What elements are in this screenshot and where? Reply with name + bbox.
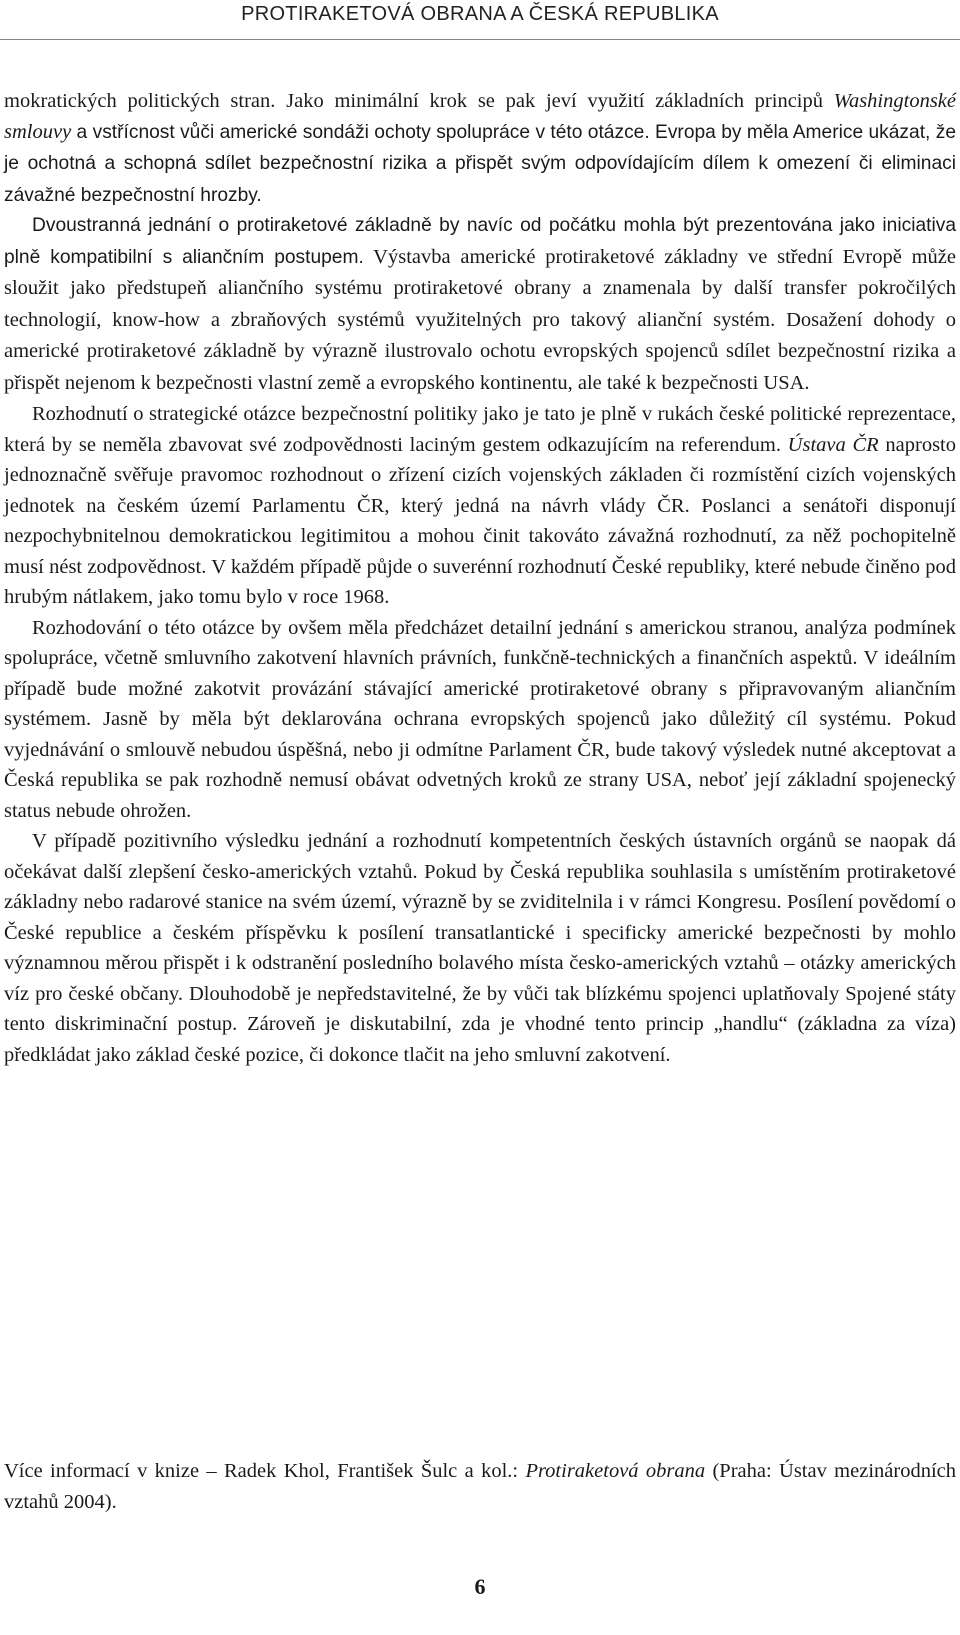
paragraph: [4, 211, 956, 399]
paragraph-text: a vstřícnost vůči americké sondáži ochoty spolupráce v této otázce. Evropa by měla Americe ukázat, že je ochotná a schopná sdílet bezpečnostní rizika a přispět svým odpovídajícím dílem k omezení či eliminaci závažné bezpečnostní hrozby.: [4, 121, 956, 206]
footnote-text: Více informací v knize – Radek Khol, František Šulc a kol.:: [4, 1460, 526, 1482]
paragraph: V případě pozitivního výsledku jednání a rozhodnutí kompetentních českých ústavních orgánů se naopak dá očekávat další zlepšení česko-amerických vztahů. Pokud by Česká republika souhlasila s umístěním protiraketové základny nebo radarové stanice na svém území, výrazně by se zviditelnila i v rámci Kongresu. Posílení povědomí o České republice a českém příspěvku k posílení transatlantické i specificky americké bezpečnosti by mohlo významnou měrou přispět i k odstranění posledního bolavého místa česko-amerických vztahů – otázky amerických víz pro české občany. Dlouhodobě je nepředstavitelné, že by vůči tak blízkému spojenci uplatňovaly Spojené státy tento diskriminační postup. Zároveň je diskutabilní, zda je vhodné tento princip „handlu“ (základna za víza) předkládat jako základ české pozice, či dokonce tlačit na jeho smluvní zakotvení.: [4, 830, 956, 1066]
paragraph-text: Dvoustranná jednání o protiraketové základně by navíc od počátku mohla být prezentována jako iniciativa plně kompatibilní s aliančním postupem.: [4, 215, 956, 268]
footnote: [4, 1456, 956, 1517]
running-title: PROTIRAKETOVÁ OBRANA A ČESKÁ REPUBLIKA: [241, 3, 719, 25]
page-number: 6: [474, 1574, 486, 1599]
body-text: [4, 86, 956, 1070]
paragraph-text: naprosto jednoznačně svěřuje pravomoc rozhodnout o zřízení cizích vojenských základen či rozmístění cizích vojenských jednotek na českém území Parlamentu ČR, který jedná na návrh vlády ČR. Poslanci a senátoři disponují nezpochybnitelnou demokratickou legitimitou a mohou činit takováto závažná rozhodnutí, za něž pochopitelně musí nést zodpovědnost. V každém případě půjde o suverénní rozhodnutí České republiky, které nebude činěno pod hrubým nátlakem, jako tomu bylo v roce 1968.: [4, 433, 956, 608]
paragraph-text: mokratických politických stran. Jako minimální krok se pak jeví využití základních principů: [4, 90, 834, 112]
italic-term: Ústava ČR: [787, 433, 879, 456]
paragraph: [4, 399, 956, 613]
book-title: Protiraketová obrana: [525, 1460, 706, 1482]
paragraph: Rozhodování o této otázce by ovšem měla předcházet detailní jednání s americkou stranou, analýza podmínek spolupráce, včetně smluvního zakotvení hlavních právních, funkčně-technických a finančních aspektů. V ideálním případě bude možné zakotvit provázání stávající americké protiraketové obrany s připravovaným aliančním systémem. Jasně by měla být deklarována ochrana evropských spojenců jako důležitý cíl systému. Pokud vyjednávání o smlouvě nebudou úspěšná, nebo ji odmítne Parlament ČR, bude takový výsledek nutné akceptovat a Česká republika se pak rozhodně nemusí obávat odvetných kroků ze strany USA, neboť její základní spojenecký status nebude ohrožen.: [4, 616, 956, 822]
paragraph-continued: [4, 86, 956, 211]
footnote-text: (Praha: Ústav mezinárodních vztahů 2004).: [4, 1460, 956, 1513]
running-header: [0, 0, 960, 40]
paragraph-text: Rozhodnutí o strategické otázce bezpečnostní politiky jako je tato je plně v rukách české politické reprezentace, která by se neměla zbavovat své zodpovědnosti laciným gestem odkazujícím na referendum.: [4, 403, 956, 456]
paragraph-text: Výstavba americké protiraketové základny ve střední Evropě může sloužit jako předstupeň aliančního systému protiraketové obrany a znamenala by další transfer pokročilých technologií, know-how a zbraňových systémů využitelných pro takový alianční systém. Dosažení dohody o americké protiraketové základně by výrazně ilustrovalo ochotu evropských spojenců sdílet bezpečnostní rizika a přispět nejenom k bezpečnosti vlastní země a evropského kontinentu, ale také k bezpečnosti USA.: [4, 245, 956, 394]
italic-term: Washingtonské smlouvy: [4, 90, 956, 143]
